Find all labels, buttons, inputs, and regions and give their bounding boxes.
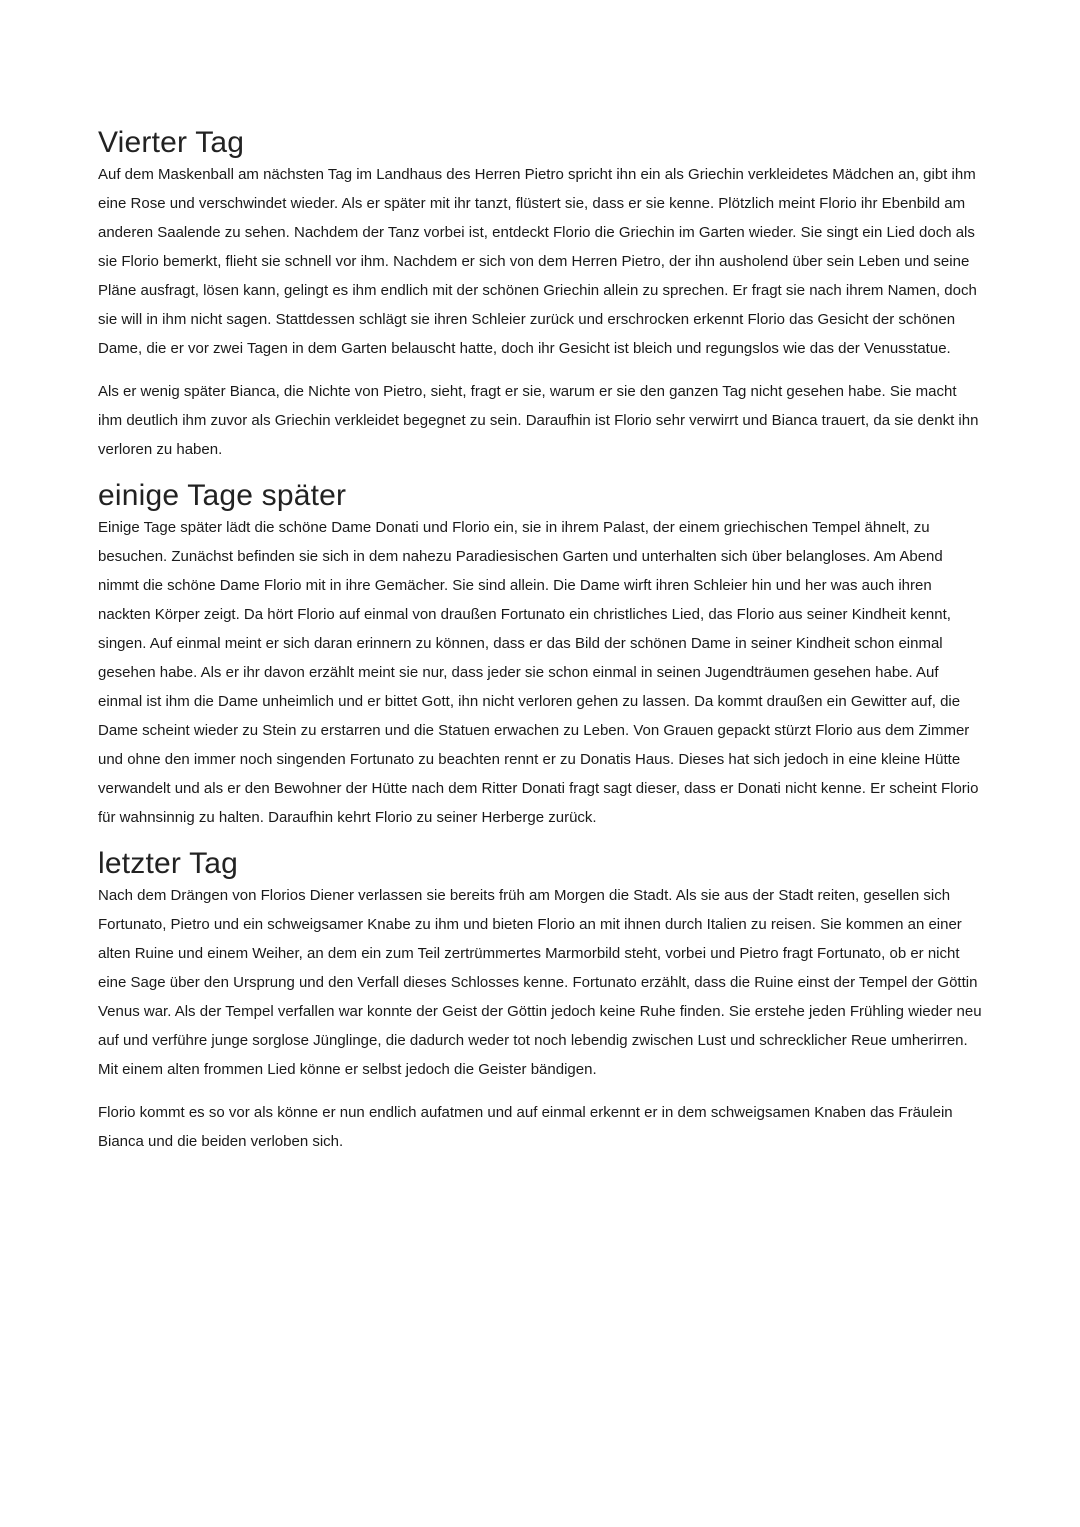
paragraph: Nach dem Drängen von Florios Diener verlassen sie bereits früh am Morgen die Stadt. Als sie aus der Stadt reiten, gesellen sich Fortunato, Pietro und ein schweigsamer Knabe zu ihm und bieten Florio an mit ihnen durch Italien zu reisen. Sie kommen an einer alten Ruine und einem Weiher, an dem ein zum Teil zertrümmertes Marmorbild steht, vorbei und Pietro fragt Fortunato, ob er nicht eine Sage über den Ursprung und den Verfall dieses Schlosses kenne. Fortunato erzählt, dass die Ruine einst der Tempel der Göttin Venus war. Als der Tempel verfallen war konnte der Geist der Göttin jedoch keine Ruhe finden. Sie erstehe jeden Frühling wieder neu auf und verführe junge sorglose Jünglinge, die dadurch weder tot noch lebendig zwischen Lust und schrecklicher Reue umherirren. Mit einem alten frommen Lied könne er selbst jedoch die Geister bändigen. xyxy=(98,887,982,1078)
section-heading: Vierter Tag xyxy=(98,126,245,159)
section-einige-tage-spaeter xyxy=(98,481,982,832)
section-heading: einige Tage später xyxy=(98,479,347,512)
paragraph: Auf dem Maskenball am nächsten Tag im Landhaus des Herren Pietro spricht ihn ein als Griechin verkleidetes Mädchen an, gibt ihm eine Rose und verschwindet wieder. Als er später mit ihr tanzt, flüstert sie, dass er sie kenne. Plötzlich meint Florio ihr Ebenbild am anderen Saalende zu sehen. Nachdem der Tanz vorbei ist, entdeckt Florio die Griechin im Garten wieder. Sie singt ein Lied doch als sie Florio bemerkt, flieht sie schnell vor ihm. Nachdem er sich von dem Herren Pietro, der ihn ausholend über sein Leben und seine Pläne ausfragt, lösen kann, gelingt es ihm endlich mit der schönen Griechin allein zu sprechen. Er fragt sie nach ihrem Namen, doch sie will in ihm nicht sagen. Stattdessen schlägt sie ihren Schleier zurück und erschrocken erkennt Florio das Gesicht der schönen Dame, die er vor zwei Tagen in dem Garten belauscht hatte, doch ihr Gesicht ist bleich und regungslos wie das der Venusstatue. xyxy=(98,166,977,357)
section-vierter-tag xyxy=(98,128,982,464)
paragraph: Als er wenig später Bianca, die Nichte von Pietro, sieht, fragt er sie, warum er sie den ganzen Tag nicht gesehen habe. Sie macht ihm deutlich ihm zuvor als Griechin verkleidet begegnet zu sein. Daraufhin ist Florio sehr verwirrt und Bianca trauert, da sie denkt ihn verloren zu haben. xyxy=(98,383,979,458)
section-letzter-tag xyxy=(98,849,982,1156)
section-heading: letzter Tag xyxy=(98,847,239,880)
paragraph: Florio kommt es so vor als könne er nun endlich aufatmen und auf einmal erkennt er in dem schweigsamen Knaben das Fräulein Bianca und die beiden verloben sich. xyxy=(98,1104,953,1150)
paragraph: Einige Tage später lädt die schöne Dame Donati und Florio ein, sie in ihrem Palast, der einem griechischen Tempel ähnelt, zu besuchen. Zunächst befinden sie sich in dem nahezu Paradiesischen Garten und unterhalten sich über belangloses. Am Abend nimmt die schöne Dame Florio mit in ihre Gemächer. Sie sind allein. Die Dame wirft ihren Schleier hin und her was auch ihren nackten Körper zeigt. Da hört Florio auf einmal von draußen Fortunato ein christliches Lied, das Florio aus seiner Kindheit kennt, singen. Auf einmal meint er sich daran erinnern zu können, dass er das Bild der schönen Dame in seiner Kindheit schon einmal gesehen habe. Als er ihr davon erzählt meint sie nur, dass jeder sie schon einmal in seinen Jugendträumen gesehen habe. Auf einmal ist ihm die Dame unheimlich und er bittet Gott, ihn nicht verloren gehen zu lassen. Da kommt draußen ein Gewitter auf, die Dame scheint wieder zu Stein zu erstarren und die Statuen erwachen zu Leben. Von Grauen gepackt stürzt Florio aus dem Zimmer und ohne den immer noch singenden Fortunato zu beachten rennt er zu Donatis Haus. Dieses hat sich jedoch in eine kleine Hütte verwandelt und als er den Bewohner der Hütte nach dem Ritter Donati fragt sagt dieser, dass er Donati nicht kenne. Er scheint Florio für wahnsinnig zu halten. Daraufhin kehrt Florio zu seiner Herberge zurück. xyxy=(98,519,979,826)
document-page xyxy=(98,128,982,1156)
